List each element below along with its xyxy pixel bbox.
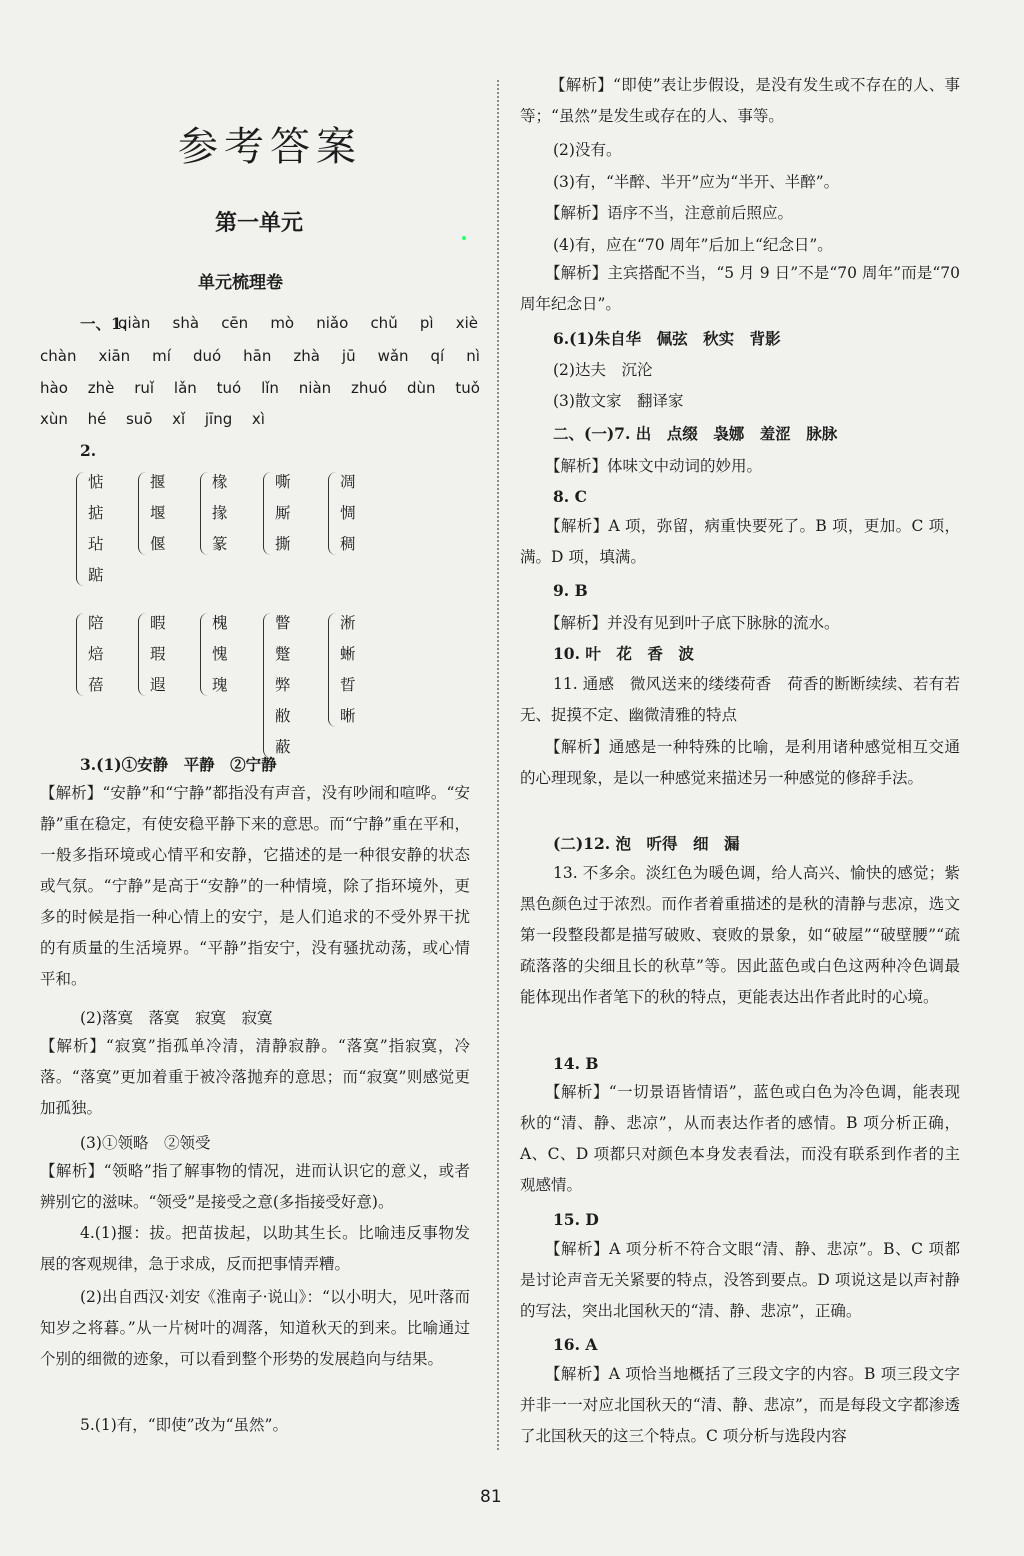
pinyin-syllable: hé [87,410,107,428]
group-char: 篆 [212,535,228,553]
column-divider [497,80,499,1450]
q3-2-head: (2)落寞 落寞 寂寞 寂寞 [80,1009,273,1027]
pinyin-syllable: ruǐ [134,379,155,397]
group-char: 弊 [275,676,291,694]
group-char: 晢 [340,676,356,694]
char-group [200,467,228,560]
char-group [138,608,166,701]
pinyin-syllable: jīng [204,410,233,428]
r-8: (2)达夫 沉沦 [553,361,653,379]
group-char: 揠 [150,473,166,491]
pinyin-syllable: tuǒ [455,379,480,397]
pinyin-syllable: hān [243,347,272,365]
r-analysis-26: 【解析】A 项恰当地概括了三段文字的内容。B 项三段文字并非一一对应北国秋天的“清、静、悲凉”，而是每段文字都渗透了北国秋天的这三个特点。C 项分析与选段内容 [520,1365,960,1445]
pinyin-syllable: cēn [221,314,249,332]
pinyin-syllable: xì [251,410,265,428]
r-25: 16. A [553,1335,598,1354]
r-12: 8. C [553,487,587,506]
group-char: 蹩 [275,645,291,663]
char-group [263,608,291,763]
group-char: 厮 [275,504,291,522]
group-char: 踮 [88,566,104,584]
pinyin-syllable: chàn [40,347,77,365]
pinyin-syllable: niàn [298,379,332,397]
char-group [76,467,104,591]
r-4: 【解析】语序不当，注意前后照应。 [545,204,794,222]
r-5: (4)有，应在“70 周年”后加上“纪念日”。 [553,236,833,254]
q4-answer-1: 4.(1)揠：拔。把苗拔起，以助其生长。比喻违反事物发展的客观规律，急于求成，反而把事情弄糟。 [40,1224,470,1273]
char-group [328,467,356,560]
group-char: 瞥 [275,614,291,632]
brace [200,613,209,696]
char-group [263,467,291,560]
q3-head: 3.(1)①安静 平静 ②宁静 [80,755,277,774]
group-char: 暇 [150,614,166,632]
q5-answer-1: 5.(1)有，“即使”改为“虽然”。 [80,1416,288,1434]
pinyin-syllable: lǐn [261,379,279,397]
pinyin-syllable: mò [270,314,295,332]
q3-analysis-2: 【解析】“寂寞”指孤单冷清，清静寂静。“落寞”指寂寞，冷落。“落寞”更加着重于被冷落抛弃的意思；而“寂寞”则感觉更加孤独。 [40,1037,470,1117]
q3-analysis-3: 【解析】“领略”指了解事物的情况，进而认识它的意义，或者辨别它的滋味。“领受”是接受之意(多指接受好意)。 [40,1162,470,1211]
pinyin-syllable: xùn [40,410,68,428]
brace [328,472,337,555]
r-analysis-24: 【解析】A 项分析不符合文眼“清、静、悲凉”。B、C 项都是讨论声音无关紧要的特点，没答到要点。D 项说这是以声衬静的写法，突出北国秋天的“清、静、悲凉”，正确。 [520,1240,960,1320]
r-16: 10. 叶 花 香 波 [553,644,694,663]
pinyin-syllable: zhè [87,379,115,397]
r-14: 9. B [553,581,588,600]
pinyin-syllable: xiè [455,314,478,332]
group-char: 稠 [340,535,356,553]
group-char: 蓓 [88,676,104,694]
r-11: 【解析】体味文中动词的妙用。 [545,457,763,475]
pinyin-syllable: nì [466,347,480,365]
pinyin-row-2 [40,347,480,365]
r-analysis-13: 【解析】A 项，弥留，病重快要死了。B 项，更加。C 项，满。D 项，填满。 [520,517,960,566]
r-3: (3)有，“半醉、半开”应为“半开、半醉”。 [553,173,840,191]
brace [76,472,85,586]
group-char: 蔽 [275,738,291,756]
pinyin-syllable: shà [172,314,200,332]
pinyin-syllable: qiàn [118,314,151,332]
r-20: 13. 不多余。淡红色为暖色调，给人高兴、愉快的感觉；紫黑色颜色过于浓烈。而作者着重描述的是秋的清静与悲凉，选文第一段整段都是描写破败、衰败的景象，如“破屋”“破壁腰”“疏疏落落的尖细且长的秋草”等。因此蓝色或白色这两种冷色调最能体现出作者笔下的秋的特点，更能表达出作者此时的心境。 [520,864,960,1006]
group-char: 偃 [150,535,166,553]
page-number: 81 [480,1487,502,1507]
r-analysis-22: 【解析】“一切景语皆情语”，蓝色或白色为冷色调，能表现秋的“清、静、悲凉”，从而表达作者的感情。B 项分析正确，A、C、D 项都只对颜色本身发表看法，而没有联系到作者的主观感情。 [520,1083,960,1194]
section-title: 单元梳理卷 [198,273,283,293]
brace [76,613,85,696]
pinyin-syllable: hào [40,379,68,397]
q4-answer-2: (2)出自西汉·刘安《淮南子·说山》：“以小明大，见叶落而知岁之将暮。”从一片树叶的凋落，知道秋天的到来。比喻通过个别的细微的迹象，可以看到整个形势的发展趋向与结果。 [40,1288,470,1368]
group-char: 掂 [88,504,104,522]
group-char: 惆 [340,504,356,522]
r-19: (二)12. 泡 听得 细 漏 [553,834,740,853]
r-21: 14. B [553,1054,599,1073]
pinyin-syllable: jū [341,347,356,365]
group-char: 嘶 [275,473,291,491]
group-char: 椽 [212,473,228,491]
pinyin-syllable: zhà [293,347,320,365]
q3-3-head: (3)①领略 ②领受 [80,1134,211,1152]
brace [138,472,147,555]
group-char: 焙 [88,645,104,663]
q2-label: 2. [80,441,97,460]
brace [328,613,337,727]
group-char: 遐 [150,676,166,694]
page-title: 参考答案 [178,124,362,170]
group-char: 陪 [88,614,104,632]
group-char: 槐 [212,614,228,632]
r-10: 二、(一)7. 出 点缀 袅娜 羞涩 脉脉 [553,424,838,443]
brace [263,613,272,758]
group-char: 凋 [340,473,356,491]
r-9: (3)散文家 翻译家 [553,392,684,410]
char-group [138,467,166,560]
pinyin-syllable: xiān [98,347,131,365]
pinyin-row-3 [40,379,480,397]
char-group [200,608,228,701]
group-char: 愧 [212,645,228,663]
r-analysis-6: 【解析】主宾搭配不当，“5 月 9 日”不是“70 周年”而是“70 周年纪念日”。 [520,264,960,313]
pinyin-syllable: wǎn [377,347,409,365]
pinyin-syllable: niǎo [316,314,349,332]
pinyin-syllable: dùn [406,379,436,397]
group-char: 蜥 [340,645,356,663]
pinyin-syllable: suō [125,410,153,428]
ink-dot [462,236,466,240]
pinyin-syllable: qí [430,347,445,365]
brace [200,472,209,555]
pinyin-syllable: xǐ [172,410,186,428]
unit-title: 第一单元 [215,210,304,236]
pinyin-syllable: chǔ [370,314,398,332]
brace [263,472,272,555]
r-analysis-18: 【解析】通感是一种特殊的比喻，是利用诸种感觉相互交通的心理现象，是以一种感觉来描述另一种感觉的修辞手法。 [520,738,960,787]
r-analysis-1: 【解析】“即使”表让步假设，是没有发生或不存在的人、事等；“虽然”是发生或存在的人、事等。 [520,76,960,125]
brace [138,613,147,696]
r-17: 11. 通感 微风送来的缕缕荷香 荷香的断断续续、若有若无、捉摸不定、幽微清雅的特点 [520,675,960,724]
pinyin-row-1 [118,314,478,332]
r-23: 15. D [553,1210,599,1229]
q1-label: 一、1. [80,314,128,333]
group-char: 晰 [340,707,356,725]
pinyin-row-4 [40,410,265,428]
pinyin-syllable: tuó [216,379,242,397]
pinyin-syllable: mí [152,347,171,365]
pinyin-syllable: pì [419,314,434,332]
group-char: 淅 [340,614,356,632]
pinyin-syllable: lǎn [173,379,197,397]
char-group [76,608,104,701]
pinyin-syllable: zhuó [351,379,388,397]
group-char: 玷 [88,535,104,553]
r-7: 6.(1)朱自华 佩弦 秋实 背影 [553,329,781,348]
group-char: 惦 [88,473,104,491]
group-char: 堰 [150,504,166,522]
r-2: (2)没有。 [553,141,622,159]
group-char: 瑕 [150,645,166,663]
group-char: 瑰 [212,676,228,694]
q3-analysis-1: 【解析】“安静”和“宁静”都指没有声音，没有吵闹和喧哗。“安静”重在稳定，有使安稳平静下来的意思。而“宁静”重在平和，一般多指环境或心情平和安静，它描述的是一种很安静的状态或气氛。“宁静”是高于“安静”的一种情境，除了指环境外，更多的时候是指一种心情上的安宁，是人们追求的不受外界干扰的有质量的生活境界。“平静”指安宁，没有骚扰动荡，或心情平和。 [40,784,470,988]
char-group [328,608,356,732]
group-char: 敝 [275,707,291,725]
pinyin-syllable: duó [192,347,222,365]
r-15: 【解析】并没有见到叶子底下脉脉的流水。 [545,614,840,632]
group-char: 掾 [212,504,228,522]
group-char: 撕 [275,535,291,553]
